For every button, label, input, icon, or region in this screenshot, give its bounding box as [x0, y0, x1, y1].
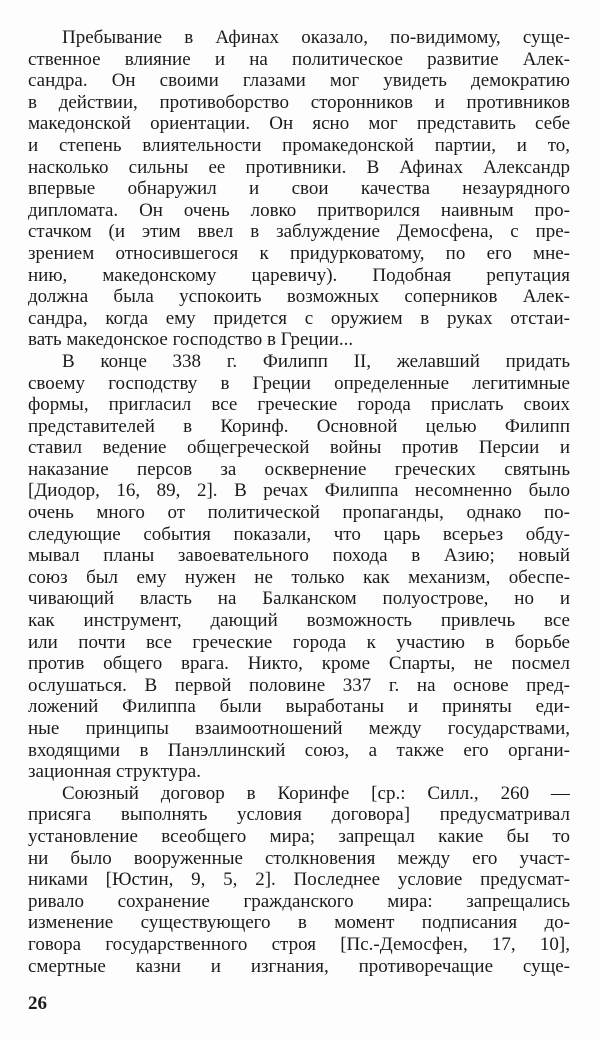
text-line: сандра, когда ему придется с оружием в руках отстаи- [28, 307, 570, 329]
text-line: говора государственного строя [Пс.-Демосфен, 17, 10], [28, 933, 570, 955]
text-line: нию, македонскому царевичу). Подобная репутация [28, 264, 570, 286]
page-number: 26 [28, 993, 47, 1014]
text-line: ственное влияние и на политическое развитие Алек- [28, 48, 570, 70]
paragraph [28, 351, 570, 783]
text-line: впервые обнаружил и свои качества незаурядного [28, 178, 570, 200]
text-line: никами [Юстин, 9, 5, 2]. Последнее условие предусмат- [28, 869, 570, 891]
text-line: должна была успокоить возможных соперников Алек- [28, 286, 570, 308]
text-line: В конце 338 г. Филипп II, желавший придать [62, 350, 570, 372]
text-line: Союзный договор в Коринфе [ср.: Силл., 260 — [62, 782, 570, 804]
text-line: изменение существующего в момент подписания до- [28, 912, 570, 934]
text-line: сандра. Он своими глазами мог увидеть демократию [28, 70, 570, 92]
text-line: в действии, противоборство сторонников и противников [28, 91, 570, 113]
text-line: Пребывание в Афинах оказало, по-видимому, суще- [62, 27, 570, 48]
text-line: формы, пригласил все греческие города прислать своих [28, 394, 570, 416]
text-line: следующие события показали, что царь всерьез обду- [28, 523, 570, 545]
page-text [28, 27, 570, 977]
text-line: стачком (и этим ввел в заблуждение Демосфена, с пре- [28, 221, 570, 243]
text-line: чивающий власть на Балканском полуострове, но и [28, 588, 570, 610]
text-line: [Диодор, 16, 89, 2]. В речах Филиппа несомненно было [28, 480, 570, 502]
text-line: ослушаться. В первой половине 337 г. на основе пред- [28, 674, 570, 696]
text-line: установление всеобщего мира; запрещал какие бы то [28, 825, 570, 847]
text-line: македонской ориентации. Он ясно мог представить себе [28, 113, 570, 135]
text-line: мывал планы завоевательного похода в Азию; новый [28, 545, 570, 567]
text-line: против общего врага. Никто, кроме Спарты, не посмел [28, 653, 570, 675]
text-line: вать македонское господство в Греции... [28, 329, 354, 351]
text-line: своему господству в Греции определенные легитимные [28, 372, 570, 394]
text-line: как инструмент, дающий возможность привлечь все [28, 610, 570, 632]
text-line: входящими в Панэллинский союз, а также его органи- [28, 739, 570, 761]
paragraph [28, 783, 570, 977]
text-line: наказание персов за осквернение греческих святынь [28, 458, 570, 480]
text-line: смертные казни и изгнания, противоречащие суще- [28, 955, 570, 977]
text-line: насколько сильны ее противники. В Афинах Александр [28, 156, 570, 178]
text-line: зационная структура. [28, 761, 201, 783]
text-line: союз был ему нужен не только как механизм, обеспе- [28, 566, 570, 588]
text-line: ложений Филиппа были выработаны и приняты еди- [28, 696, 570, 718]
text-line: ривало сохранение гражданского мира: запрещались [28, 890, 570, 912]
text-line: ни было вооруженные столкновения между его участ- [28, 847, 570, 869]
text-line: ные принципы взаимоотношений между государствами, [28, 718, 570, 739]
text-line: дипломата. Он очень ловко притворился наивным про- [28, 199, 570, 221]
text-line: зрением относившегося к придурковатому, по его мне- [28, 242, 570, 264]
text-line: или почти все греческие города к участию в борьбе [28, 631, 570, 653]
paragraph [28, 27, 570, 351]
text-line: представителей в Коринф. Основной целью Филипп [28, 415, 570, 437]
text-line: и степень влиятельности промакедонской партии, и то, [28, 134, 570, 156]
text-line: очень много от политической пропаганды, однако по- [28, 502, 570, 524]
text-line: присяга выполнять условия договора] предусматривал [28, 804, 570, 826]
text-line: ставил ведение общегреческой войны против Персии и [28, 437, 570, 459]
